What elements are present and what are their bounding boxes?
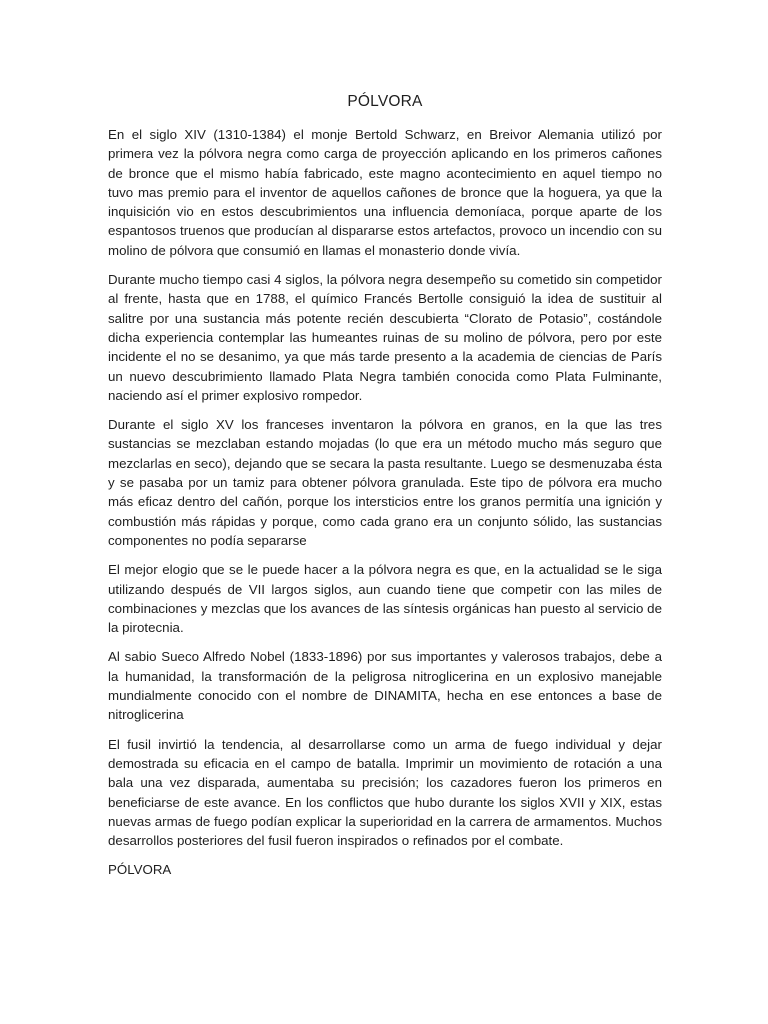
paragraph-3: Durante el siglo XV los franceses inventaron la pólvora en granos, en la que las tres sustancias se mezclaban estando mojadas (lo que era un método mucho más seguro que mezclarlas en seco), dejando que se secara la pasta resultante. Luego se desmenuzaba ésta y se pasaba por un tamiz para obtener pólvora granulada. Este tipo de pólvora era mucho más eficaz dentro del cañón, porque los intersticios entre los granos permitía una ignición y combustión más rápidas y porque, como cada grano era un conjunto sólido, las sustancias componentes no podía separarse: [108, 417, 662, 548]
paragraph-5: Al sabio Sueco Alfredo Nobel (1833-1896) por sus importantes y valerosos trabajos, debe a la humanidad, la transformación de la peligrosa nitroglicerina en un explosivo manejable mundialmente conocido con el nombre de DINAMITA, hecha en ese entonces a base de nitroglicerina: [108, 649, 662, 723]
paragraph-6: El fusil invirtió la tendencia, al desarrollarse como un arma de fuego individual y dejar demostrada su eficacia en el campo de batalla. Imprimir un movimiento de rotación a una bala una vez disparada, aumentaba su precisión; los cazadores fueron los primeros en beneficiarse de este avance. En los conflictos que hubo durante los siglos XVII y XIX, estas nuevas armas de fuego podían explicar la superioridad en la carrera de armamentos. Muchos desarrollos posteriores del fusil fueron inspirados o refinados por el combate.: [108, 736, 662, 849]
document-body: [108, 92, 662, 880]
paragraph-4: El mejor elogio que se le puede hacer a la pólvora negra es que, en la actualidad se le siga utilizando después de VII largos siglos, aun cuando tiene que competir con las miles de combinaciones y mezclas que los avances de las síntesis orgánicas han puesto al servicio de la pirotecnia.: [108, 562, 662, 636]
paragraph-2: Durante mucho tiempo casi 4 siglos, la pólvora negra desempeño su cometido sin competidor al frente, hasta que en 1788, el químico Francés Bertolle consiguió la idea de sustituir al salitre por una sustancia más potente recién descubierta “Clorato de Potasio”, costándole dicha experiencia contemplar las humeantes ruinas de su molino de pólvora, pero por este incidente el no se desanimo, ya que más tarde presento a la academia de ciencias de París un nuevo descubrimiento llamado Plata Negra también conocida como Plata Fulminante, naciendo así el primer explosivo rompedor.: [108, 272, 662, 403]
paragraph-1: En el siglo XIV (1310-1384) el monje Bertold Schwarz, en Breivor Alemania utilizó por primera vez la pólvora negra como carga de proyección aplicando en los primeros cañones de bronce que el mismo había fabricado, este magno acontecimiento en aquel tiempo no tuvo mas premio para el inventor de aquellos cañones de bronce que la hoguera, ya que la inquisición vio en estos descubrimientos una influencia demoníaca, porque aparte de los espantosos truenos que producían al dispararse estos artefactos, provoco un incendio con su molino de pólvora que consumió en llamas el monasterio donde vivía.: [108, 127, 662, 258]
document-title: PÓLVORA: [347, 93, 423, 110]
footer-text: PÓLVORA: [108, 862, 172, 878]
